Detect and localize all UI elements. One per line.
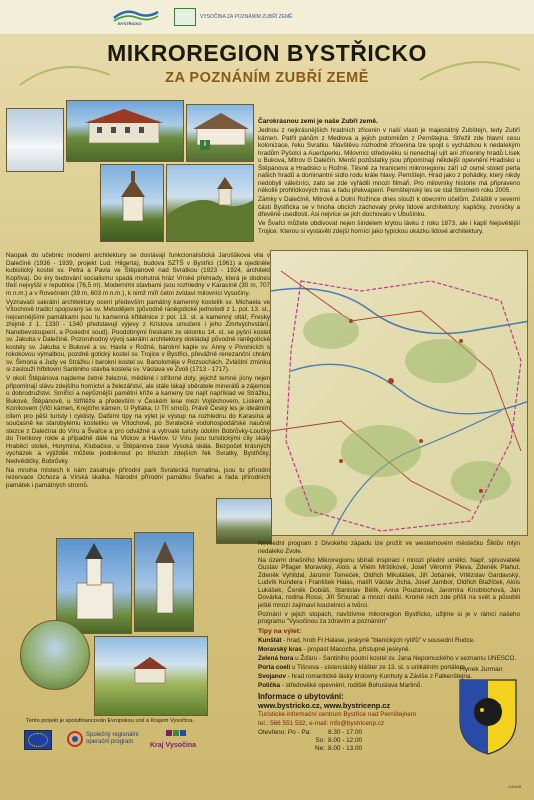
logo-bar: [0, 0, 534, 34]
logo-right-text: VYSOČINA ZA POZNÁNÍM ZUBŘÍ ZEMĚ: [200, 14, 293, 20]
info-icon: i: [200, 140, 210, 150]
architecture-text: [6, 252, 270, 491]
intro-paragraph-2: Zámky v Dalečíně, Mitrově a Dolní Rožínce dnes slouží k obecním účelům. Zvláště v severní části Bystřicka se v hnoha obcích zachovaly prvky lidové architektury: kapličky, zvoničky a dřevěné usedlosti. Asi nejvíce se jich dochovalo v Ubušínku.: [258, 196, 520, 218]
footer: [0, 716, 254, 800]
tip-item: Zelená hora u Žďáru - Santiniho poutní kostel sv. Jana Nepomuckého v seznamu UNESCO.: [258, 654, 517, 662]
vysocina-logo: [174, 8, 314, 26]
page-title: MIKROREGION BYSTŘICKO: [107, 40, 427, 66]
tip-item: Moravský kras - propast Macocha, přístupné jeskyně.: [258, 645, 411, 653]
church-photo: [56, 538, 132, 634]
eu-flag-icon: [24, 730, 52, 750]
srop-logo: [66, 728, 144, 752]
hours-row: So: 8.00 - 12.00: [315, 736, 363, 744]
intro-paragraph-3: Ve Švařci můžete obdivovat nejen šindelem krytou lávku z roku 1873, ale i kaplí Nejsvětější Trojice. Kterou si vystavěli zdejší horníci jako typickou ukázku lidové architektury.: [258, 220, 520, 235]
west-paragraph-1: Nevšední program z Divokého západu lze prožít ve westernovém městečku Šiklův mlýn nedaleko Zvole.: [258, 540, 520, 555]
page-subtitle: ZA POZNÁNÍM ZUBŘÍ ZEMĚ: [165, 70, 369, 86]
hill-photo: [166, 164, 254, 242]
west-paragraph-3: Poznání v jejich stopách, navštívme mikroregion Bystřicko, užijme si je v rámci našeho programu "Vysočinou za zdravím a poznáním": [258, 610, 520, 625]
kraj-vysocina-logo: Kraj Vysočina: [150, 730, 208, 752]
meadow-photo: [94, 636, 208, 716]
contact-center: Turistické informační centrum Bystřice nad Pernštejnem: [258, 711, 417, 718]
church-tower-photo: [134, 532, 194, 632]
chapel-photo: [100, 164, 164, 242]
castle-photo: [66, 100, 184, 162]
architecture-paragraph-1: Naopak do učebnic moderní architektury se dostávají funkcionalistická Jarošškova vila v Dalečíně (1936 - 1939, projekt Lud. Hilgerta), budova SZTŠ v Bystřici (1961) a ojediněle kubistický kostel sv. Petra a Pavla ve Štěpánově nad Svratkou (1923 - 1924, architekt Kopřiva). Do éry budování socialismu spadá mohutná hráz Vírské přehrady, která je dodnes třetí nejvyšší v republice (76,5 m). Moderními stavbami jsou rozhledny v Karasíně (30 m, 707 m n.m.) a v Rovečném (39 m, 603 m n.m.), k nimž míří četní zvídaví milovníci Vysočiny.: [6, 252, 270, 297]
print-code: G400/8: [508, 784, 522, 789]
arms-label: Hynek Jurman: [460, 666, 503, 673]
intro-text: [258, 118, 520, 237]
west-paragraph-2: Na území dnešního Mikroregionu sbírali inspiraci i mnozí přední umělci. Např. spisovatelé Gustav Pflager Moravský, Alois a Vilém Mrštíkové, Josef Věromír Pleva, Zdeněk Plahut, Zdeněk Vyhlídal, Jaromír Tomeček, Oldřich Mikulášek, Jiří Jobánek, Vítězslav Gardavský, Ludvík Kundera i František Halas, malíři Václav Jícha, Josef Jambor, Oldřich Blažíček, Alois Lukášek, Čeněk Dobiáš, Stanislav Bělík, Anna Pouzarová, Jaromíra Knoblochová, Jan Dovárka, rodina Rossi, Jiří Šťourač a mnozí další. Kromě nich zde přišli na svět a působili ještě mnozí zajímaví kouzelníci a tvůrci.: [258, 556, 520, 609]
tip-item: Polička - středověké opevnění, rodiště Bohuslava Martinů.: [258, 681, 423, 689]
intro-lead: Čarokrásnou zemí je naše Zubří země.: [258, 118, 378, 125]
vysocina-emblem-icon: [174, 8, 196, 26]
tip-item: Porta coeli u Tišnova - cisterciácký klášter ze 13. st. s unikátním portálem.: [258, 663, 467, 671]
architecture-paragraph-4: Na mnoha místech k nám zasahuje přírodní park Svratecká hornatina, jsou tu přírodní rezervace Ochoza a Vírská skalka. Národní přírodní památku Švařec a řada přírodních památek i památných stromů.: [6, 466, 270, 489]
logo-left-text: BYSTŘICKO: [118, 21, 142, 26]
contact-web-link[interactable]: www.bystricko.cz, www.bystricenp.cz: [258, 701, 391, 710]
train-photo: [216, 498, 272, 544]
tip-item: Kunštát - hrad, hrob Fr.Halase, jeskyně "blanických rytířů" v sousední Rudce.: [258, 636, 475, 644]
architecture-paragraph-2: Vyznavači sakrální architektury ocení především památný kamenný kostelík sv. Michaela ve Vítochově tradicí spojovaný se sv. Metodějem (původně raněgotické jednolodí z 1. pol. 13. st., nejcennějšími památkami jsou tu kamenná křtitelnice z pol. 13. st. a kamenný oltář, Fresky zřejmě z 1. 1330 - 1340 představují výjevy z Kristova umučení i jeho Zmrtvýchvstání, Nanebevstoupení, a Poslední soud). Poodobnými freskami ze sklonku 14. st. se pyšní kostel sv. Jakuba v Dalečíně. Pozoruhodný vývoj sakrální architektury dokládají původně raněgotické kostely sv. Jakuba v Bukové a sv. Havla v Rožné, barokní kaple sv. Anny v Pivonicích s rokokovou výmalbou, pozdně gotický kostel sv. Trojice v Bystřici, převážně renezanční chrám sv. Šimona a Judy ve Strážku i barokní kostel sv. Bartoloměje v Rozsochách. Zvláštní zmínku si zaslouží hřbitovní Santiniho stavba kostela sv. Václava ve Zvoli (1713 - 1717).: [6, 298, 270, 373]
ruin-photo: [20, 620, 90, 690]
footer-text: Tento projekt je spolufinancován Evropskou unií a Krajem Vysočina.: [26, 718, 195, 724]
srop-text: Společný regionální operační program: [86, 732, 139, 745]
coat-of-arms-icon: [456, 676, 520, 756]
house-photo: [186, 104, 254, 162]
tips-title: Tipy na výlet:: [258, 627, 302, 635]
bystricko-logo: [108, 6, 164, 28]
contact-phone: tel.: 566 551 532, e-mail: info@bystricenp.cz: [258, 720, 385, 727]
contact-title: Informace o ubytování:: [258, 692, 344, 701]
architecture-paragraph-3: V okolí Štěpánova najdeme četné železné, měděné i stříbrné doly, jejichž temné jícny nejen připomínají slávu zdejšího hornictví a železářství, ale stále lákají sběratele minerálů a zájemce o dobrodružství. Smířící a nejrůznější pamětní kříže a kameny lze najít například ve Strážku, Bukové, Štěpánově, u Střítěže a především v Českém lese mezi Vojtěchovem, Lískem a Koníkovem (Vlčí kámen, Krejčího kámen, U Pyltáka, U Tří srnců). Právě Český les je ideálním cílem pro pěší turisty i cyklisty. Dalšími tipy na výlet je výstup na rozhlednu do Karasína a současně ke starobylému kostelíku ve Vítochově, po Svratecké vodohospodářské naučné stezce z Dalečína do Víru a Švařce a pro odvážné a vytrvalé turisty údolím Bobrůvky-Loučky do Trenkovy rokle a případně dále na Vlckov a Havlov. U Víru jsou turistickými cíly skály Hraběcí stolek, Horymina, Klubačice, u Štěpánova zase Vysoká skála. Bezpočet krásných vycházek a výjižděk můžete podniknout po březích zdejších řek Svratky, Bystřičky, Nedvědičky, Bobrůvky.: [6, 375, 270, 465]
hours-row: Otevřeno: Po - Pa: 8.30 - 17.00: [258, 729, 363, 736]
hours-row: Ne: 8.00 - 13.00: [315, 744, 363, 752]
intro-paragraph-1: Jednou z nejkrásnějších hradních zřícenin v naší vlasti je majestátný Zubštejn, tedy Zubří kámen. Patřil pánům z Medlova a jejich potomkům z Pernštejna. Střežil zde hlavní cesu kolonizace, řeku Svratku. Návštěvu rozhodně zřícenina lze spojit s vycházkou k nedalekým hradům Pyšolci a Aueršperku. Milovníci středověku si nenechají ujít ani zříceniny hradů Lísek u Bukova, Mitrov či Dalečín. Menší pozůstatky jsou připomínají někdejší opevnění Hradisko u Štěpánova a Hradisko u Rožné. Těsně za hranicemi mikroregionu září už osmé století perla našich hradů a dominantní sídlo rodu krále hlavy. Pernštejn. Hrad jako z pohádky, který nikdy nedobyli válečníci, zato se zde vyřádili mnozí filmaři. Pro milovníky historie má připraveno několik prohlídkových tras a řadu překvapení. Pernštejnský les se stal Stromem roku 2005.: [258, 127, 520, 194]
tip-item: Svojanov - hrad romantické lásky krslovny Kunhuty a Záviše z Falkenštejna.: [258, 672, 473, 680]
region-map: [270, 250, 528, 536]
winter-photo: [6, 108, 64, 172]
